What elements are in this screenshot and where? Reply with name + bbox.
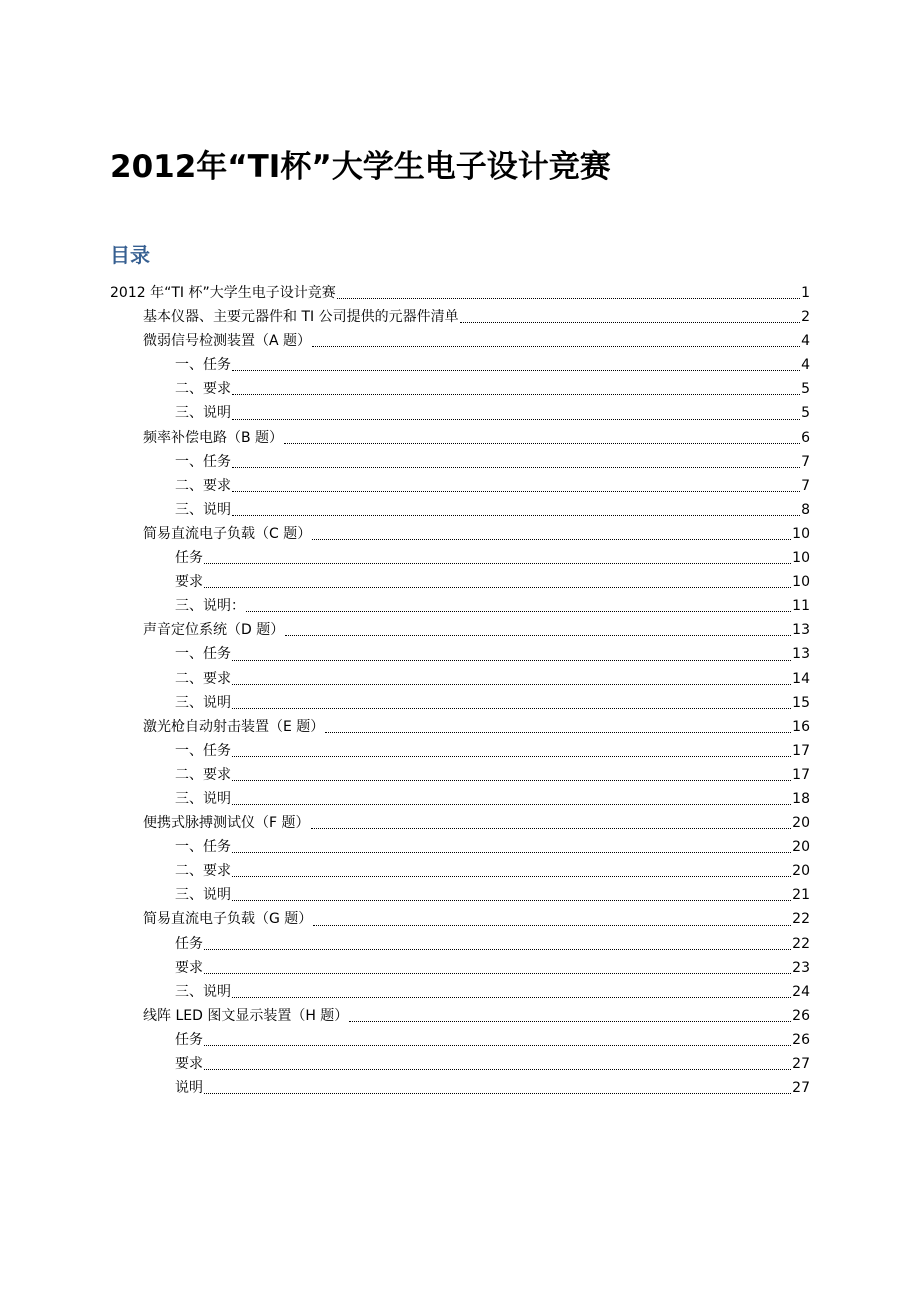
toc-entry-text: 一、任务 <box>175 839 231 856</box>
toc-entry[interactable] <box>110 691 810 715</box>
toc-entry[interactable] <box>110 353 810 377</box>
toc-entry[interactable] <box>110 305 810 329</box>
toc-page-number: 2 <box>801 309 810 326</box>
toc-dot-leader <box>285 635 791 636</box>
toc-page-number: 21 <box>792 887 810 904</box>
toc-page-number: 17 <box>792 766 810 783</box>
toc-dot-leader <box>232 876 791 877</box>
toc-dot-leader <box>232 852 791 853</box>
toc-entry[interactable] <box>110 377 810 401</box>
document-title: 2012年“TI杯”大学生电子设计竞赛 <box>110 149 611 185</box>
toc-dot-leader <box>313 925 791 926</box>
toc-page-number: 7 <box>801 477 810 494</box>
toc-dot-leader <box>232 804 791 805</box>
toc-entry[interactable] <box>110 1028 810 1052</box>
toc-entry[interactable] <box>110 667 810 691</box>
toc-entry-text: 一、任务 <box>175 357 231 374</box>
toc-dot-leader <box>204 563 791 564</box>
toc-entry[interactable] <box>110 787 810 811</box>
toc-dot-leader <box>246 611 791 612</box>
toc-entry[interactable] <box>110 474 810 498</box>
toc-entry-text: 便携式脉搏测试仪（F 题） <box>143 815 310 832</box>
toc-page-number: 26 <box>792 1031 810 1048</box>
toc-entry-text: 要求 <box>175 959 203 976</box>
toc-entry-text: 二、要求 <box>175 670 231 687</box>
toc-dot-leader <box>204 587 791 588</box>
toc-entry[interactable] <box>110 522 810 546</box>
toc-heading: 目录 <box>110 243 150 267</box>
toc-dot-leader <box>312 346 800 347</box>
toc-entry[interactable] <box>110 739 810 763</box>
toc-page-number: 27 <box>792 1056 810 1072</box>
toc-entry-text: 频率补偿电路（B 题） <box>143 429 284 446</box>
toc-page-number: 23 <box>792 959 810 976</box>
toc-entry-text: 二、要求 <box>175 381 231 398</box>
toc-entry-text: 简易直流电子负载（C 题） <box>143 525 312 542</box>
toc-page-number: 27 <box>792 1080 810 1097</box>
toc-entry[interactable] <box>110 281 810 305</box>
toc-page-number: 10 <box>792 550 810 567</box>
toc-page-number: 7 <box>801 453 810 470</box>
toc-dot-leader <box>204 949 791 950</box>
toc-page-number: 10 <box>792 525 810 542</box>
toc-entry[interactable] <box>110 956 810 980</box>
toc-dot-leader <box>232 467 800 468</box>
toc-entry[interactable] <box>110 618 810 642</box>
toc-entry-text: 二、要求 <box>175 766 231 783</box>
toc-dot-leader <box>204 1045 791 1046</box>
toc-entry[interactable] <box>110 980 810 1004</box>
toc-entry[interactable] <box>110 835 810 859</box>
toc-page-number: 1 <box>801 285 810 301</box>
toc-dot-leader <box>204 973 791 974</box>
toc-dot-leader <box>232 780 791 781</box>
toc-page-number: 22 <box>792 935 810 952</box>
toc-entry-text: 三、说明： <box>175 598 245 615</box>
toc-dot-leader <box>232 660 791 661</box>
toc-dot-leader <box>232 370 800 371</box>
toc-page-number: 20 <box>792 839 810 856</box>
toc-dot-leader <box>232 491 800 492</box>
toc-dot-leader <box>232 419 800 420</box>
toc-entry[interactable] <box>110 811 810 835</box>
toc-entry-text: 基本仪器、主要元器件和 TI 公司提供的元器件清单 <box>143 309 459 326</box>
toc-page-number: 5 <box>801 405 810 422</box>
toc-page-number: 26 <box>792 1007 810 1024</box>
toc-entry[interactable] <box>110 883 810 907</box>
toc-entry[interactable] <box>110 932 810 956</box>
toc-entry[interactable] <box>110 642 810 666</box>
toc-entry-text: 三、说明 <box>175 501 231 518</box>
toc-dot-leader <box>232 900 791 901</box>
toc-page-number: 13 <box>792 646 810 663</box>
toc-entry[interactable] <box>110 570 810 594</box>
toc-entry[interactable] <box>110 426 810 450</box>
toc-entry-text: 三、说明 <box>175 983 231 1000</box>
toc-entry-text: 2012 年“TI 杯”大学生电子设计竞赛 <box>110 285 336 301</box>
toc-dot-leader <box>284 443 800 444</box>
toc-entry[interactable] <box>110 1076 810 1100</box>
toc-entry-text: 任务 <box>175 1031 203 1048</box>
toc-entry-text: 要求 <box>175 1056 203 1072</box>
toc-entry[interactable] <box>110 907 810 931</box>
toc-page-number: 18 <box>792 790 810 807</box>
toc-entry[interactable] <box>110 715 810 739</box>
toc-entry-text: 三、说明 <box>175 887 231 904</box>
toc-page-number: 24 <box>792 983 810 1000</box>
toc-page-number: 4 <box>801 357 810 374</box>
toc-entry-text: 声音定位系统（D 题） <box>143 622 285 639</box>
toc-page-number: 8 <box>801 501 810 518</box>
toc-entry-text: 任务 <box>175 935 203 952</box>
toc-entry[interactable] <box>110 1052 810 1076</box>
toc-entry-text: 任务 <box>175 550 203 567</box>
toc-dot-leader <box>311 828 792 829</box>
toc-page-number: 4 <box>801 333 810 350</box>
toc-entry-text: 二、要求 <box>175 863 231 880</box>
toc-page-number: 6 <box>801 429 810 446</box>
toc-entry-text: 一、任务 <box>175 646 231 663</box>
toc-entry-text: 一、任务 <box>175 742 231 759</box>
toc-dot-leader <box>312 539 791 540</box>
toc-entry[interactable] <box>110 546 810 570</box>
toc-page-number: 13 <box>792 622 810 639</box>
toc-dot-leader <box>204 1069 791 1070</box>
toc-page-number: 10 <box>792 574 810 591</box>
toc-entry-text: 说明 <box>175 1080 203 1097</box>
toc-dot-leader <box>232 515 800 516</box>
toc-dot-leader <box>232 684 791 685</box>
toc-entry-text: 三、说明 <box>175 790 231 807</box>
toc-dot-leader <box>232 756 791 757</box>
toc-entry-text: 一、任务 <box>175 453 231 470</box>
toc-entry[interactable] <box>110 450 810 474</box>
toc-entry-text: 二、要求 <box>175 477 231 494</box>
toc-entry-text: 三、说明 <box>175 405 231 422</box>
toc-dot-leader <box>349 1021 791 1022</box>
toc-entry-text: 微弱信号检测装置（A 题） <box>143 333 312 350</box>
toc-page-number: 22 <box>792 911 810 928</box>
toc-entry-text: 激光枪自动射击装置（E 题） <box>143 718 325 735</box>
toc-entry-text: 要求 <box>175 574 203 591</box>
toc-entry[interactable] <box>110 329 810 353</box>
toc-page-number: 17 <box>792 742 810 759</box>
toc-entry-text: 线阵 LED 图文显示装置（H 题） <box>143 1007 349 1024</box>
toc-page-number: 5 <box>801 381 810 398</box>
toc-page-number: 20 <box>792 815 810 832</box>
toc-dot-leader <box>232 708 791 709</box>
toc-entry[interactable] <box>110 763 810 787</box>
toc-page-number: 15 <box>792 694 810 711</box>
toc-entry[interactable] <box>110 498 810 522</box>
toc-dot-leader <box>204 1093 791 1094</box>
toc-page-number: 20 <box>792 863 810 880</box>
toc-entry[interactable] <box>110 1004 810 1028</box>
toc-entry[interactable] <box>110 594 810 618</box>
toc-page-number: 16 <box>792 718 810 735</box>
toc-entry[interactable] <box>110 859 810 883</box>
toc-dot-leader <box>460 322 800 323</box>
toc-dot-leader <box>232 394 800 395</box>
table-of-contents <box>110 281 810 1100</box>
toc-dot-leader <box>325 732 791 733</box>
toc-entry[interactable] <box>110 401 810 425</box>
toc-entry-text: 三、说明 <box>175 694 231 711</box>
toc-dot-leader <box>232 997 791 998</box>
toc-entry-text: 简易直流电子负载（G 题） <box>143 911 313 928</box>
toc-page-number: 11 <box>792 598 810 615</box>
toc-dot-leader <box>337 298 800 299</box>
toc-page-number: 14 <box>792 670 810 687</box>
